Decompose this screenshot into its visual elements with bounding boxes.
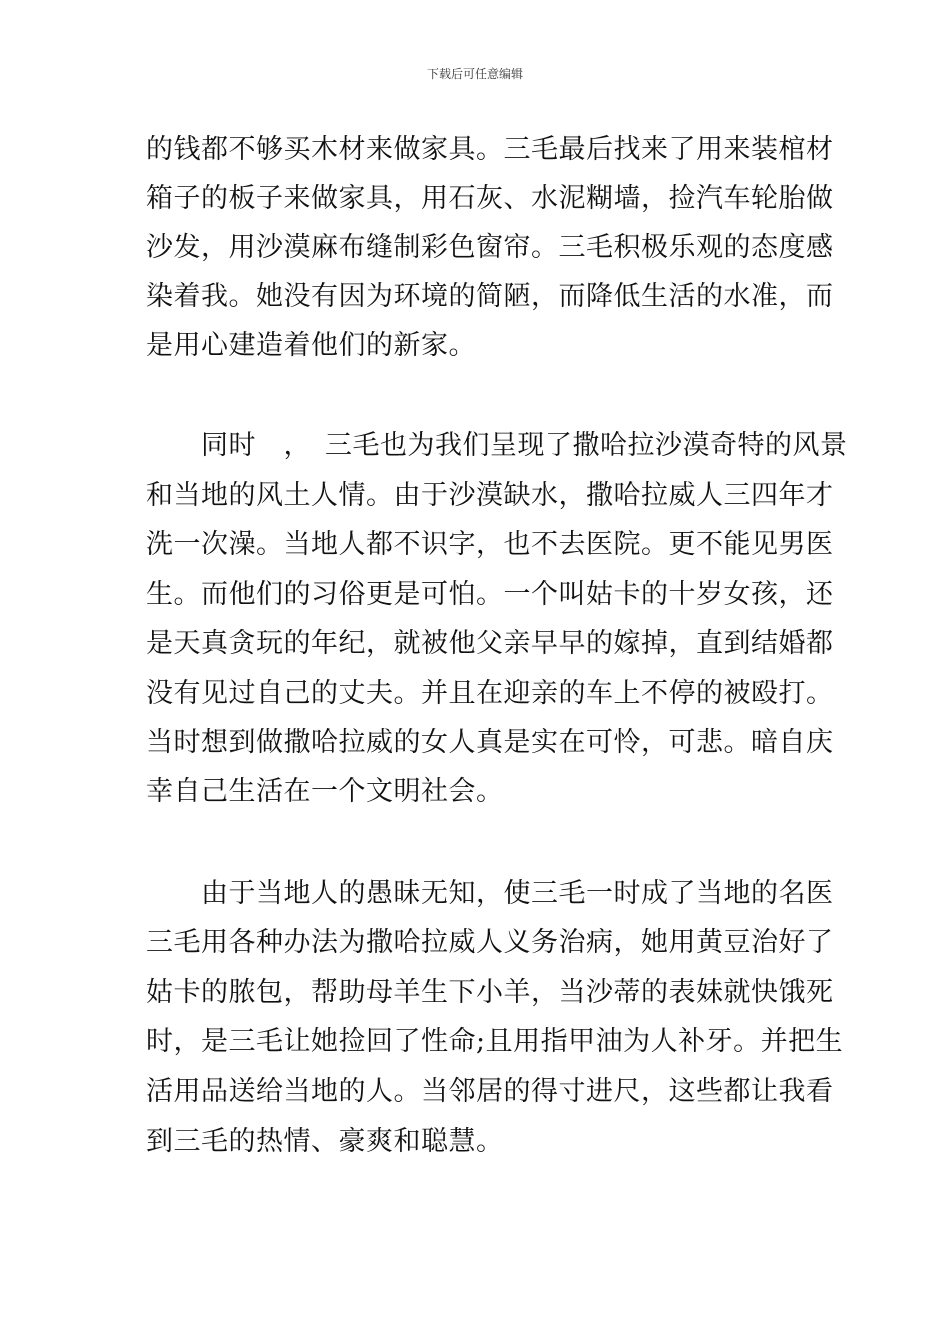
text-line: 生。而他们的习俗更是可怕。一个叫姑卡的十岁女孩，还 [146, 579, 834, 610]
text-line: 姑卡的脓包，帮助母羊生下小羊，当沙蒂的表妹就快饿死 [146, 977, 834, 1008]
text-line: 是用心建造着他们的新家。 [146, 330, 476, 361]
text-line: 没有见过自己的丈夫。并且在迎亲的车上不停的被殴打。 [146, 678, 834, 709]
page-header: 下载后可任意编辑 [426, 67, 523, 81]
text-line: 由于当地人的愚昧无知，使三毛一时成了当地的名医 [146, 878, 834, 909]
text-line: 当时想到做撒哈拉威的女人真是实在可怜，可悲。暗自庆 [146, 727, 834, 758]
text-line: 是天真贪玩的年纪，就被他父亲早早的嫁掉，直到结婚都 [146, 628, 834, 659]
text-line: 幸自己生活在一个文明社会。 [146, 776, 504, 807]
text-line: 箱子的板子来做家具，用石灰、水泥糊墙，捡汽车轮胎做 [146, 183, 834, 214]
text-line: 活用品送给当地的人。当邻居的得寸进尺，这些都让我看 [146, 1076, 834, 1107]
text-line: 和当地的风土人情。由于沙漠缺水，撒哈拉威人三四年才 [146, 480, 834, 511]
text-line: 的钱都不够买木材来做家具。三毛最后找来了用来装棺材 [146, 134, 834, 165]
text-line: 时，是三毛让她捡回了性命;且用指甲油为人补牙。并把生 [146, 1026, 844, 1057]
text-line: 沙发，用沙漠麻布缝制彩色窗帘。三毛积极乐观的态度感 [146, 232, 834, 263]
text-line: 到三毛的热情、豪爽和聪慧。 [146, 1126, 504, 1157]
text-line: 三毛用各种办法为撒哈拉威人义务治病，她用黄豆治好了 [146, 927, 834, 958]
text-line: 同时 ， 三毛也为我们呈现了撒哈拉沙漠奇特的风景 [146, 430, 848, 461]
text-line: 染着我。她没有因为环境的简陋，而降低生活的水准，而 [146, 281, 834, 312]
text-line: 洗一次澡。当地人都不识字，也不去医院。更不能见男医 [146, 529, 834, 560]
